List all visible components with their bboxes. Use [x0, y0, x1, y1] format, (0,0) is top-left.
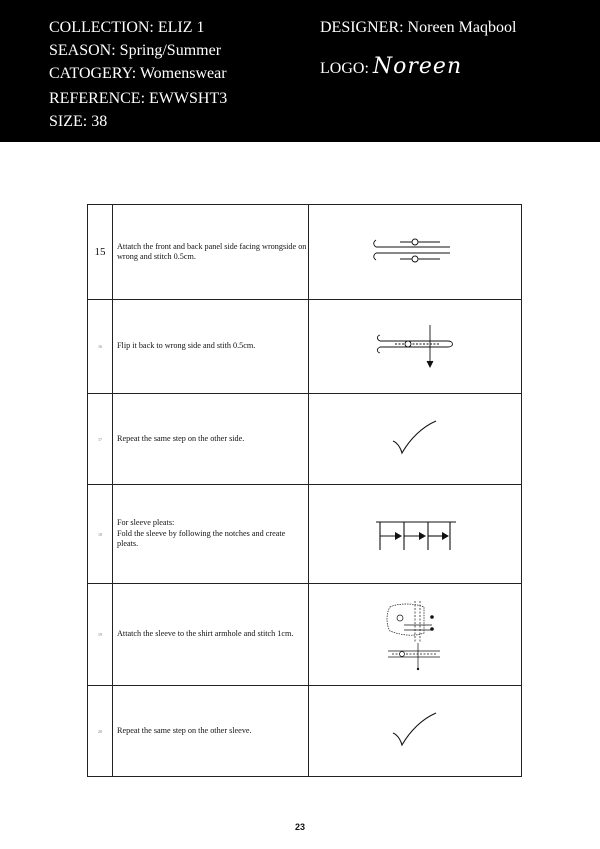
side-seam-icon [370, 232, 460, 272]
step-number: 19 [88, 584, 113, 685]
step-description: Attatch the front and back panel side facing wrongside on wrong and stitch 0.5cm. [113, 205, 309, 299]
checkmark-icon [390, 419, 440, 459]
checkmark-icon [390, 711, 440, 751]
table-row [88, 584, 521, 686]
step-description: Attatch the sleeve to the shirt armhole and stitch 1cm. [113, 584, 309, 685]
step-number: 17 [88, 394, 113, 484]
brand-logo: Noreen [372, 54, 463, 79]
step-illustration [309, 205, 521, 299]
pleats-icon [370, 514, 460, 554]
step-illustration [309, 485, 521, 583]
category-label: CATOGERY: Womenswear [49, 65, 227, 82]
reference-label: REFERENCE: EWWSHT3 [49, 90, 228, 107]
header-bar [0, 0, 600, 142]
step-description: For sleeve pleats: Fold the sleeve by following the notches and create pleats. [113, 485, 309, 583]
step-number: 18 [88, 485, 113, 583]
construction-table [87, 204, 522, 777]
step-description: Repeat the same step on the other side. [113, 394, 309, 484]
step-illustration [309, 300, 521, 393]
step-number: 20 [88, 686, 113, 776]
step-illustration [309, 584, 521, 685]
table-row [88, 485, 521, 584]
designer-label: DESIGNER: Noreen Maqbool [320, 19, 517, 36]
step-description: Repeat the same step on the other sleeve. [113, 686, 309, 776]
step-description: Flip it back to wrong side and stith 0.5cm. [113, 300, 309, 393]
sleeve-attach-icon [380, 595, 450, 675]
table-row [88, 686, 521, 776]
table-row [88, 205, 521, 300]
step-illustration [309, 394, 521, 484]
step-number: 16 [88, 300, 113, 393]
page-number: 23 [294, 822, 305, 832]
logo-label: LOGO: [320, 60, 369, 77]
step-illustration [309, 686, 521, 776]
table-row [88, 300, 521, 394]
french-seam-icon [370, 321, 460, 373]
table-row [88, 394, 521, 485]
collection-label: COLLECTION: ELIZ 1 [49, 19, 205, 36]
step-number: 15 [88, 205, 113, 299]
size-label: SIZE: 38 [49, 113, 108, 130]
logo-row [320, 56, 462, 80]
season-label: SEASON: Spring/Summer [49, 42, 222, 59]
